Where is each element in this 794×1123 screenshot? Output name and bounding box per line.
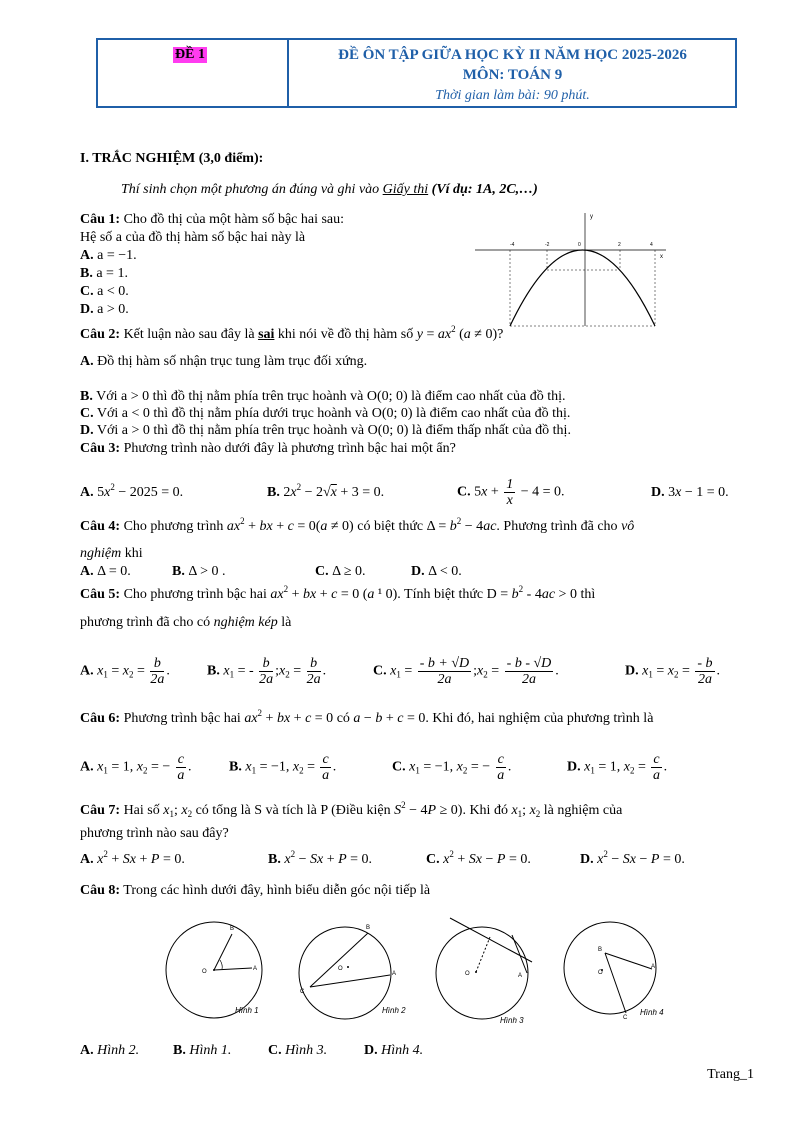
figure-3 bbox=[436, 918, 532, 1025]
q2-text: Câu 2: Kết luận nào sau đây là sai khi nói về đồ thị hàm số $y = ax^2$ (a ≠ 0)? bbox=[80, 324, 504, 342]
tick-label: 0 bbox=[578, 242, 581, 248]
exam-time: Thời gian làm bài: 90 phút. bbox=[435, 88, 590, 103]
q8-option-a[interactable]: A. Hình 2. bbox=[80, 1043, 140, 1058]
svg-text:C: C bbox=[623, 1015, 628, 1021]
q2-option-d[interactable]: D. Với a > 0 thì đồ thị nằm phía trên trục hoành và O(0; 0) là điểm thấp nhất của đồ thị. bbox=[80, 423, 571, 438]
q4-text: Câu 4: Cho phương trình $ax^2$ + bx + c = 0(a ≠ 0) có biệt thức $\Delta = b^2 - 4ac$. Phương trình đã cho vô bbox=[80, 516, 635, 534]
q5-option-b[interactable]: B. $x_1$ = - $\frac{b}{2a}$ $;x_2$ = $\frac{b}{2a}$ . bbox=[207, 656, 327, 687]
exam-title: ĐỀ ÔN TẬP GIỮA HỌC KỲ II NĂM HỌC 2025-2026 bbox=[338, 47, 687, 63]
svg-text:O: O bbox=[338, 966, 343, 972]
svg-text:O: O bbox=[598, 970, 603, 976]
q7-option-a[interactable]: A. $x^2 + Sx + P = 0$. bbox=[80, 849, 185, 867]
svg-text:O: O bbox=[202, 969, 207, 975]
q2-option-c[interactable]: C. Với a < 0 thì đồ thị nằm phía dưới trục hoành và O(0; 0) là điểm cao nhất của đồ thị. bbox=[80, 406, 571, 421]
q1-option-a[interactable]: A. a = −1. bbox=[80, 248, 137, 263]
q2-option-b[interactable]: B. Với a > 0 thì đồ thị nằm phía trên trục hoành và O(0; 0) là điểm cao nhất của đồ thị. bbox=[80, 389, 566, 404]
q1-option-c[interactable]: C. a < 0. bbox=[80, 284, 129, 299]
q8-option-d[interactable]: D. Hình 4. bbox=[364, 1043, 424, 1058]
section-title: I. TRẮC NGHIỆM (3,0 điểm): bbox=[80, 151, 264, 166]
parabola-curve bbox=[510, 250, 655, 326]
tick-label: 2 bbox=[618, 242, 621, 248]
q6-option-a[interactable]: A. $x_1 = 1$, $x_2$ = − $\frac{c}{a}$ . bbox=[80, 752, 192, 783]
q7-option-d[interactable]: D. $x^2 - Sx - P = 0$. bbox=[580, 849, 685, 867]
q3-text: Câu 3: Phương trình nào dưới đây là phương trình bậc hai một ẩn? bbox=[80, 441, 456, 456]
q2-option-a[interactable]: A. Đồ thị hàm số nhận trục tung làm trục đối xứng. bbox=[80, 354, 368, 369]
figure-2 bbox=[299, 925, 406, 1019]
tick-label: -4 bbox=[510, 242, 515, 248]
q3-option-b[interactable]: B. $2x^2 - 2√x + 3 = 0$. bbox=[267, 482, 385, 500]
tick-label: -2 bbox=[545, 242, 550, 248]
svg-text:A: A bbox=[651, 964, 656, 970]
q7-option-b[interactable]: B. $x^2 - Sx + P = 0$. bbox=[268, 849, 373, 867]
q8-option-b[interactable]: B. Hình 1. bbox=[173, 1043, 232, 1058]
q5-option-a[interactable]: A. $x_1 = x_2$ = $\frac{b}{2a}$ . bbox=[80, 656, 170, 687]
q7-text2: phương trình nào sau đây? bbox=[80, 826, 229, 841]
q6-text: Câu 6: Phương trình bậc hai $ax^2$ + bx + c = 0 có a − b + c = 0. Khi đó, hai nghiệm của phương trình là bbox=[80, 708, 654, 726]
q6-option-d[interactable]: D. $x_1 = 1$, $x_2$ = $\frac{c}{a}$ . bbox=[567, 752, 668, 783]
tick-label: 4 bbox=[650, 242, 653, 248]
q5-option-d[interactable]: D. $x_1 = x_2$ = $\frac{- b}{2a}$ . bbox=[625, 656, 721, 687]
q5-text2: phương trình đã cho có nghiệm kép là bbox=[80, 615, 292, 630]
q7-option-c[interactable]: C. $x^2 + Sx - P = 0$. bbox=[426, 849, 531, 867]
fig-caption: Hình 4 bbox=[640, 1008, 664, 1017]
q4-option-c[interactable]: C. Δ ≥ 0. bbox=[315, 564, 366, 579]
fig-caption: Hình 3 bbox=[500, 1016, 524, 1025]
fig-caption: Hình 1 bbox=[235, 1006, 259, 1015]
q8-figures bbox=[160, 915, 680, 1027]
q8-option-c[interactable]: C. Hình 3. bbox=[268, 1043, 328, 1058]
q5-option-c[interactable]: C. $x_1$ = $\frac{- b + √D}{2a}$ $;x_2$ = $\frac{- b - √D}{2a}$ . bbox=[373, 656, 559, 687]
q3-option-d[interactable]: D. 3x − 1 = 0. bbox=[651, 485, 729, 500]
svg-text:O: O bbox=[465, 971, 470, 977]
q6-option-c[interactable]: C. $x_1 = -1$, $x_2$ = − $\frac{c}{a}$ . bbox=[392, 752, 512, 783]
axis-y-label: y bbox=[590, 214, 593, 220]
q4-option-a[interactable]: A. Δ = 0. bbox=[80, 564, 131, 579]
axis-x-label: x bbox=[660, 254, 663, 260]
svg-text:B: B bbox=[230, 926, 235, 932]
svg-text:B: B bbox=[366, 925, 371, 931]
fig-caption: Hình 2 bbox=[382, 1006, 406, 1015]
q8-text: Câu 8: Trong các hình dưới đây, hình biểu diễn góc nội tiếp là bbox=[80, 883, 431, 898]
q4-option-b[interactable]: B. Δ > 0 . bbox=[172, 564, 226, 579]
q6-option-b[interactable]: B. $x_1 = -1$, $x_2$ = $\frac{c}{a}$ . bbox=[229, 752, 337, 783]
svg-text:B: B bbox=[598, 947, 603, 953]
q5-text: Câu 5: Cho phương trình bậc hai $ax^2$ + bx + c = 0 (a ¹ 0). Tính biệt thức $D = b^2 - 4ac > 0$ thì bbox=[80, 584, 596, 602]
q7-text: Câu 7: Hai số $x_1$; $x_2$ có tổng là S và tích là P (Điều kiện $S^2 - 4P \ge 0$). Khi đó $x_1$; $x_2$ là nghiệm của bbox=[80, 800, 623, 819]
q1-text: Câu 1: Cho đồ thị của một hàm số bậc hai sau: bbox=[80, 212, 345, 227]
exam-code: ĐỀ 1 bbox=[175, 47, 205, 62]
figure-4 bbox=[564, 922, 664, 1021]
page-number: Trang_1 bbox=[707, 1067, 754, 1082]
q1-option-d[interactable]: D. a > 0. bbox=[80, 302, 129, 317]
header-box bbox=[96, 38, 737, 108]
figure-1 bbox=[166, 922, 262, 1018]
svg-text:C: C bbox=[300, 989, 305, 995]
svg-text:A: A bbox=[518, 973, 523, 979]
q4-text2: nghiệm khi bbox=[80, 546, 143, 561]
q1-text2: Hệ số a của đồ thị hàm số bậc hai này là bbox=[80, 230, 306, 245]
svg-text:A: A bbox=[253, 966, 258, 972]
q3-option-a[interactable]: A. $5x^2 - 2025 = 0$. bbox=[80, 482, 184, 500]
q4-option-d[interactable]: D. Δ < 0. bbox=[411, 564, 462, 579]
parabola-graph bbox=[470, 208, 670, 328]
svg-text:A: A bbox=[392, 971, 397, 977]
q1-option-b[interactable]: B. a = 1. bbox=[80, 266, 128, 281]
section-instruction: Thí sinh chọn một phương án đúng và ghi vào Giấy thi (Ví dụ: 1A, 2C,…) bbox=[121, 182, 538, 197]
q3-option-c[interactable]: C. 5x + $\frac{1}{x}$ − 4 = 0. bbox=[457, 477, 565, 508]
header-divider bbox=[287, 40, 289, 106]
exam-subject: MÔN: TOÁN 9 bbox=[462, 67, 563, 83]
